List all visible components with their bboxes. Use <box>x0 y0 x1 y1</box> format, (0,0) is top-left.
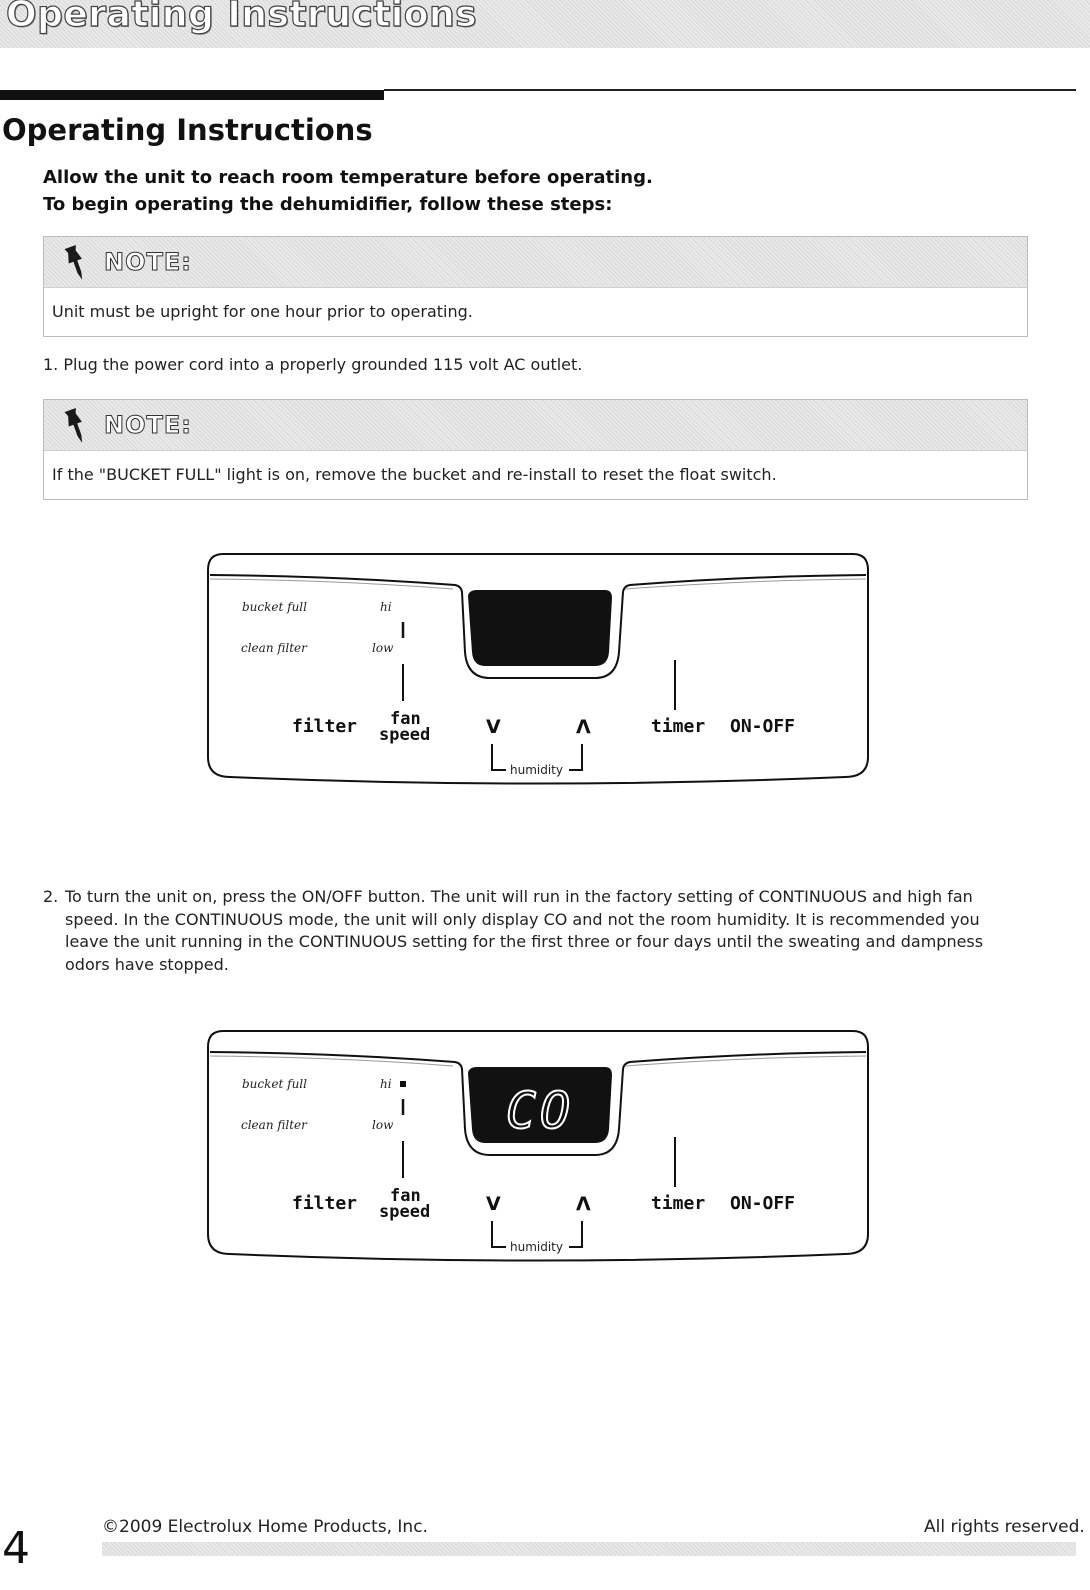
on-off-button[interactable]: ON-OFF <box>730 716 796 737</box>
intro-line-1: Allow the unit to reach room temperature before operating. <box>43 167 653 188</box>
humidity-down-button[interactable]: V <box>486 1193 501 1215</box>
step-text: To turn the unit on, press the ON/OFF button. The unit will run in the factory setting of CONTINUOUS and high fan speed. In the CONTINUOUS mode, the unit will only display CO and not the room humidity. It is recommended you leave the unit running in the CONTINUOUS setting for the first three or four days until the sweating and dampness odors have stopped. <box>65 887 984 974</box>
note-label: NOTE: <box>104 411 192 439</box>
intro-line-2: To begin operating the dehumidifier, follow these steps: <box>43 194 613 215</box>
step-number: 2. <box>43 887 59 906</box>
fan-hi-indicator: hi <box>380 1077 392 1091</box>
humidity-label: humidity <box>510 1240 563 1254</box>
section-title: Operating Instructions <box>2 113 373 147</box>
note-header <box>44 237 1027 288</box>
clean-filter-indicator: clean filter <box>241 1118 307 1132</box>
note-text: Unit must be upright for one hour prior to operating. <box>52 302 473 321</box>
control-panel-diagram-co <box>205 1029 870 1264</box>
timer-button[interactable]: timer <box>651 716 706 737</box>
note-box-upright <box>43 236 1028 337</box>
fan-low-indicator: low <box>372 641 394 655</box>
divider-thin <box>384 89 1076 91</box>
bucket-full-indicator: bucket full <box>242 600 307 614</box>
step-2 <box>43 886 1018 976</box>
fan-label[interactable]: fan <box>390 1186 421 1206</box>
footer-copyright: ©2009 Electrolux Home Products, Inc. <box>102 1517 428 1537</box>
fan-hi-led <box>400 1081 406 1087</box>
divider-thick <box>0 90 384 100</box>
on-off-button[interactable]: ON-OFF <box>730 1193 796 1214</box>
humidity-label: humidity <box>510 763 563 777</box>
timer-button[interactable]: timer <box>651 1193 706 1214</box>
note-header <box>44 400 1027 451</box>
step-number: 1. <box>43 355 59 374</box>
footer-band <box>102 1542 1076 1556</box>
header-title: Operating Instructions <box>6 0 478 35</box>
display-readout: CO <box>505 1082 575 1140</box>
humidity-down-button[interactable]: V <box>486 716 501 738</box>
pushpin-icon <box>56 243 96 287</box>
note-label: NOTE: <box>104 248 192 276</box>
speed-label[interactable]: speed <box>379 1202 431 1222</box>
pushpin-icon <box>56 406 96 450</box>
display-screen <box>468 590 612 666</box>
clean-filter-indicator: clean filter <box>241 641 307 655</box>
page-number: 4 <box>2 1523 30 1574</box>
filter-button[interactable]: filter <box>292 716 358 737</box>
humidity-up-button[interactable]: Λ <box>576 1193 591 1215</box>
fan-label[interactable]: fan <box>390 709 421 729</box>
filter-button[interactable]: filter <box>292 1193 358 1214</box>
step-1 <box>43 354 582 377</box>
note-box-bucket-full <box>43 399 1028 500</box>
note-text: If the "BUCKET FULL" light is on, remove the bucket and re-install to reset the float switch. <box>52 465 777 484</box>
fan-hi-indicator: hi <box>380 600 392 614</box>
bucket-full-indicator: bucket full <box>242 1077 307 1091</box>
control-panel-diagram <box>205 552 870 787</box>
speed-label[interactable]: speed <box>379 725 431 745</box>
humidity-up-button[interactable]: Λ <box>576 716 591 738</box>
fan-low-indicator: low <box>372 1118 394 1132</box>
header-band <box>0 0 1090 48</box>
step-text: Plug the power cord into a properly grounded 115 volt AC outlet. <box>63 355 583 374</box>
footer-rights: All rights reserved. <box>924 1517 1085 1537</box>
